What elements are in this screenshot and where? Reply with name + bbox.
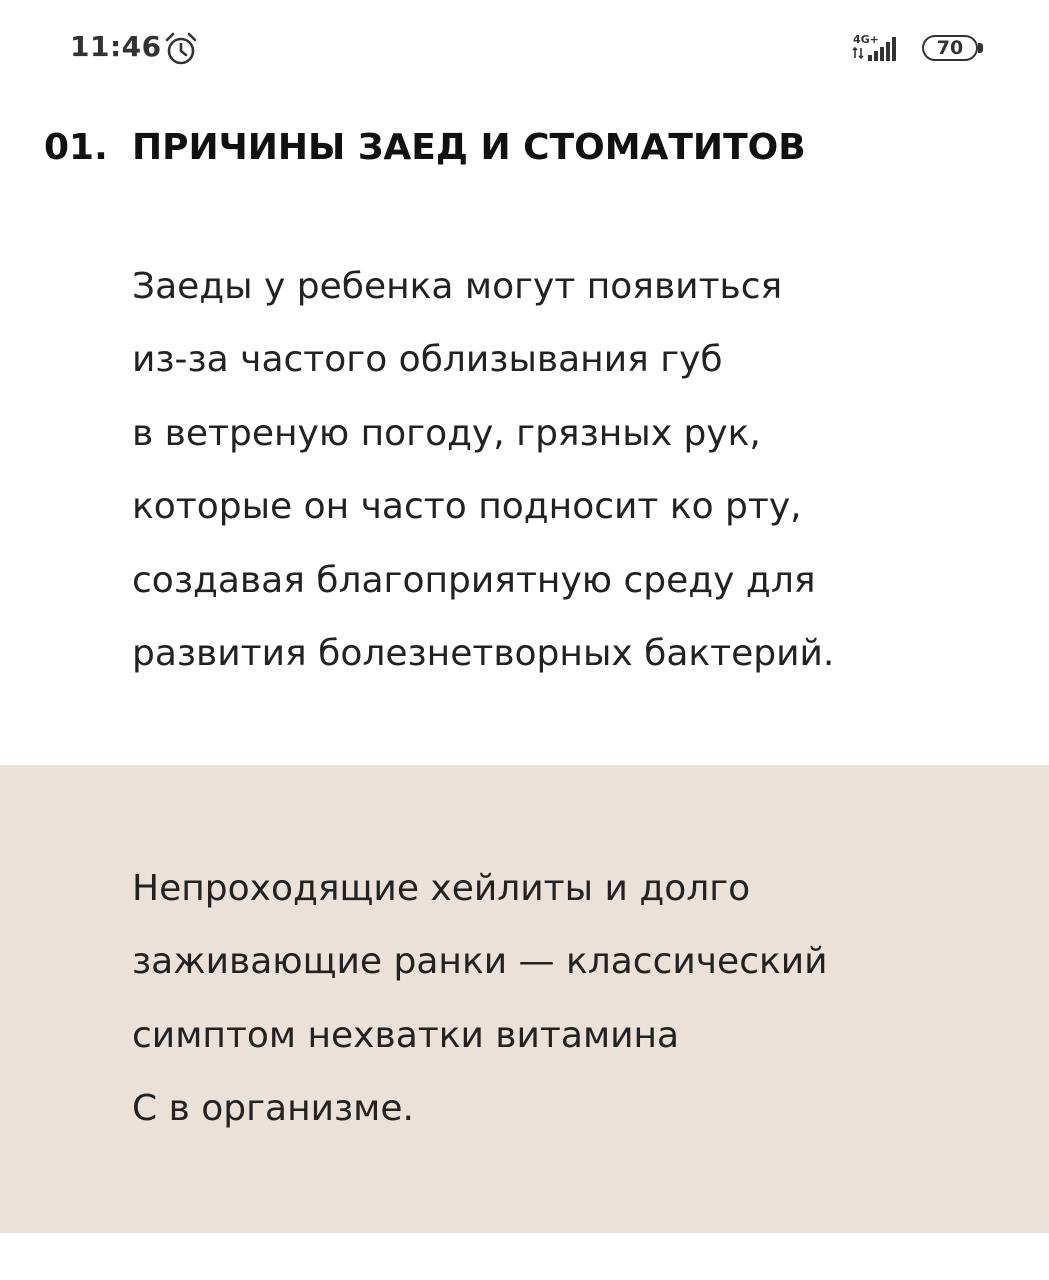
section-number: 01. [44,127,108,168]
paragraph-line: из-за частого облизывания губ [132,339,723,381]
paragraph-line: Заеды у ребенка могут появиться [132,266,783,307]
battery-icon [922,35,984,63]
paragraph-line: создавая благоприятную среду для [132,559,816,601]
callout-line: заживающие ранки — классический [132,941,828,983]
callout-line: Непроходящие хейлиты и долго [132,868,751,909]
callout-text [132,852,1032,1146]
causes-paragraph [132,250,1012,690]
callout-line: симптом нехватки витамина [132,1014,680,1056]
status-bar [0,0,1049,100]
section-heading [44,120,1004,180]
alarm-clock-icon [163,31,199,67]
paragraph-line: которые он часто подносит ко рту, [132,486,802,528]
status-time: 11:46 [70,30,162,63]
signal-icon [850,30,910,66]
callout-line: С в организме. [132,1088,414,1130]
battery-tip [978,43,983,53]
battery-level: 70 [922,35,978,61]
paragraph-line: в ветреную погоду, грязных рук, [132,412,761,454]
section-title: ПРИЧИНЫ ЗАЕД И СТОМАТИТОВ [132,127,806,168]
network-type-label: 4G+ [853,33,879,46]
paragraph-line: развития болезнетворных бактерий. [132,633,835,675]
